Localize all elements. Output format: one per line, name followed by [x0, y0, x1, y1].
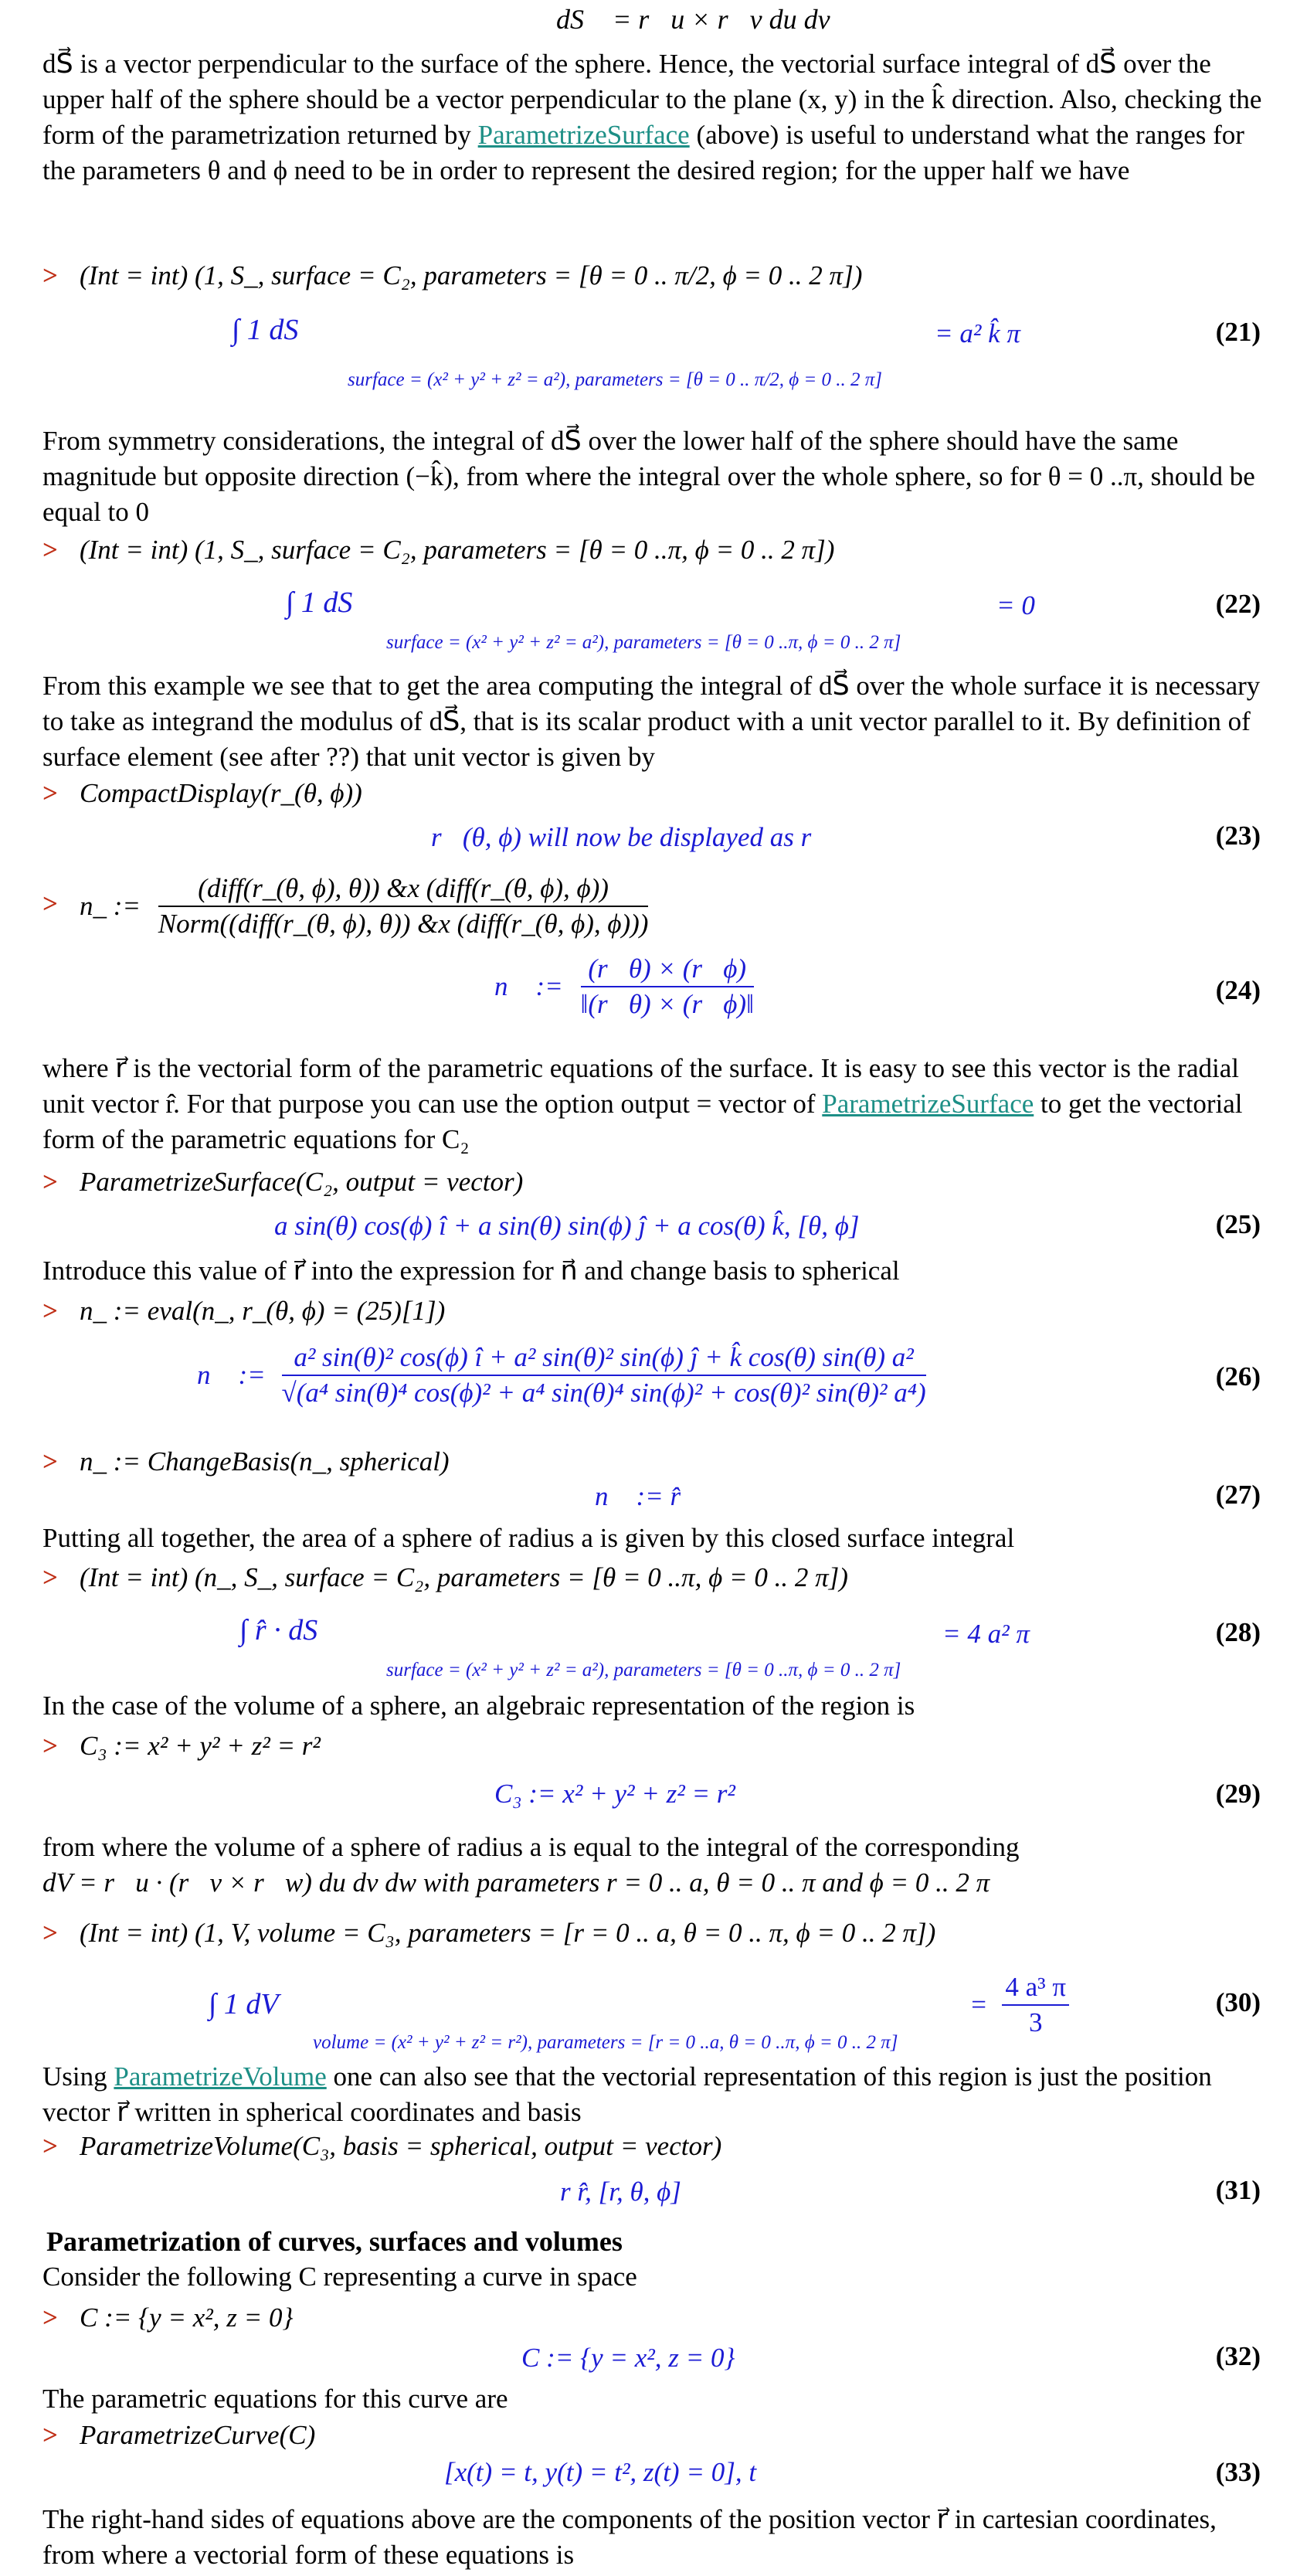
input-26[interactable]: > n_ := eval(n_, r_(θ, ϕ) = (25)[1]) — [42, 1294, 445, 1328]
output-32: C := {y = x², z = 0} — [521, 2343, 735, 2373]
prompt-marker: > — [42, 1296, 58, 1326]
paragraph-intro: dS⃗ is a vector perpendicular to the surface of the sphere. Hence, the vectorial surface integral of dS⃗ over the upper half of the sphere should be a vector perpendicular to the plane (x, y) in the k̂ direction. Also, checking the form of the parametrization returned by ParametrizeSurface (above) is useful to understand what the ranges for the parameters θ and ϕ need to be in order to represent the desired region; for the upper half we have — [42, 49, 1262, 185]
paragraph-introduce: Introduce this value of r⃗ into the expression for n⃗ and change basis to spherical — [42, 1256, 900, 1286]
input-32[interactable]: > C := {y = x², z = 0} — [42, 2301, 294, 2335]
prompt-marker: > — [42, 535, 58, 565]
output-28-integral: ∫ r̂ · dS⃗ — [239, 1614, 341, 1647]
input-23[interactable]: > CompactDisplay(r_(θ, ϕ)) — [42, 777, 362, 811]
output-21-integral: ∫ 1 dS⃗ — [232, 314, 321, 346]
input-24[interactable]: > n_ := $\frac{\text{(diff(r\_(θ, ϕ), θ)) \&x (diff(r\_(θ, ϕ), ϕ))}}{\text{Norm((diff(r\_(θ, ϕ), θ)) \&x (diff(r\_(θ, ϕ), ϕ)))}}$ — [42, 872, 648, 941]
paragraph-area: From this example we see that to get the area computing the integral of dS⃗ over the whole surface it is necessary to take as integrand the modulus of dS⃗, that is its scalar product with a unit vector parallel to it. By definition of surface element (see after ??) that unit vector is given by — [42, 671, 1261, 772]
paragraph-parametric-equations: The parametric equations for this curve are — [42, 2384, 508, 2414]
equation-number-28: (28) — [1215, 1617, 1261, 1647]
equation-number-25: (25) — [1215, 1209, 1261, 1239]
prompt-marker: > — [42, 1562, 58, 1592]
paragraph-volume-integral: from where the volume of a sphere of radius a is equal to the integral of the corresponding dV = r⃗u · (r⃗v × r⃗w) du dv dw with parameters r = 0 .. a, θ = 0 .. π and ϕ = 0 .. 2 π — [42, 1832, 1020, 1898]
equation-number-23: (23) — [1215, 821, 1261, 851]
input-30[interactable]: > (Int = int) (1, V, volume = C₃, parameters = [r = 0 .. a, θ = 0 .. π, ϕ = 0 .. 2 π]) — [42, 1916, 935, 1950]
prompt-marker: > — [42, 778, 58, 808]
prompt-marker: > — [42, 2420, 58, 2450]
equation-number-24: (24) — [1215, 975, 1261, 1005]
equation-number-22: (22) — [1215, 589, 1261, 619]
equation-number-26: (26) — [1215, 1361, 1261, 1392]
input-29[interactable]: > C₃ := x² + y² + z² = r² — [42, 1729, 321, 1763]
output-30-integral: ∫ 1 dV — [209, 1988, 279, 2020]
input-28[interactable]: > (Int = int) (n_, S_, surface = C₂, parameters = [θ = 0 ..π, ϕ = 0 .. 2 π]) — [42, 1561, 848, 1595]
paragraph-together: Putting all together, the area of a sphere of radius a is given by this closed surface integral — [42, 1523, 1015, 1553]
output-31: r r̂, [r, θ, ϕ] — [560, 2177, 681, 2207]
output-21-subscript: surface = (x² + y² + z² = a²), parameters = [θ = 0 .. π/2, ϕ = 0 .. 2 π] — [348, 369, 883, 390]
prompt-marker: > — [42, 1731, 58, 1761]
equation-number-31: (31) — [1215, 2175, 1261, 2205]
paragraph-symmetry: From symmetry considerations, the integral of dS⃗ over the lower half of the sphere should have the same magnitude but opposite direction (−k̂), from where the integral over the whole sphere, so for θ = 0 ..π, should be equal to 0 — [42, 426, 1255, 527]
prompt-marker: > — [42, 260, 58, 291]
input-25[interactable]: > ParametrizeSurface(C₂, output = vector) — [42, 1165, 523, 1199]
prompt-marker: > — [42, 2302, 58, 2333]
output-23: r⃗(θ, ϕ) will now be displayed as r⃗ — [431, 822, 833, 852]
parametrize-volume-link[interactable]: ParametrizeVolume — [114, 2061, 327, 2092]
paragraph-consider: Consider the following C representing a curve in space — [42, 2262, 637, 2292]
section-heading: Parametrization of curves, surfaces and volumes — [46, 2226, 623, 2257]
input-22[interactable]: > (Int = int) (1, S_, surface = C₂, parameters = [θ = 0 ..π, ϕ = 0 .. 2 π]) — [42, 533, 834, 567]
equation-number-27: (27) — [1215, 1480, 1261, 1510]
output-33: [x(t) = t, y(t) = t², z(t) = 0], t — [444, 2457, 757, 2487]
paragraph-radial: where r⃗ is the vectorial form of the parametric equations of the surface. It is easy to see this vector is the radial unit vector r̂. For that purpose you can use the option output = vector of ParametrizeSurface to get the vectorial form of the parametric equations for C₂ — [42, 1053, 1243, 1154]
prompt-marker: > — [42, 1446, 58, 1477]
output-29: C₃ := x² + y² + z² = r² — [494, 1779, 735, 1809]
output-28-subscript: surface = (x² + y² + z² = a²), parameters = [θ = 0 ..π, ϕ = 0 .. 2 π] — [386, 1660, 901, 1681]
output-22-subscript: surface = (x² + y² + z² = a²), parameters = [θ = 0 ..π, ϕ = 0 .. 2 π] — [386, 632, 901, 653]
prompt-marker: > — [42, 1167, 58, 1197]
input-27[interactable]: > n_ := ChangeBasis(n_, spherical) — [42, 1445, 450, 1479]
equation-number-29: (29) — [1215, 1779, 1261, 1809]
input-33[interactable]: > ParametrizeCurve(C) — [42, 2418, 315, 2452]
input-21[interactable]: > (Int = int) (1, S_, surface = C₂, parameters = [θ = 0 .. π/2, ϕ = 0 .. 2 π]) — [42, 259, 862, 293]
paragraph-volume: In the case of the volume of a sphere, an algebraic representation of the region is — [42, 1691, 915, 1721]
parametrize-surface-link[interactable]: ParametrizeSurface — [477, 120, 690, 150]
prompt-marker: > — [42, 1918, 58, 1948]
output-22-integral: ∫ 1 dS⃗ — [286, 586, 375, 619]
output-24-fraction: $\frac{(r⃗\theta) \times (r⃗\phi)}{‖(r⃗\theta) \times (r⃗\phi)‖}$ — [580, 953, 754, 1019]
equation-number-30: (30) — [1215, 1987, 1261, 2017]
parametrize-surface-link[interactable]: ParametrizeSurface — [822, 1089, 1034, 1119]
output-27: n⃗ := r̂ — [595, 1481, 681, 1511]
output-26: n⃗ := a² sin(θ)² cos(ϕ) î + a² sin(θ)² sin(ϕ) ĵ + k̂ cos(θ) sin(θ) a² √(a⁴ sin(θ)⁴ cos(ϕ)² + a⁴ sin(θ)⁴ sin(ϕ)² + cos(θ)² sin(θ)² a⁴) — [197, 1341, 926, 1410]
output-26-fraction: a² sin(θ)² cos(ϕ) î + a² sin(θ)² sin(ϕ) ĵ + k̂ cos(θ) sin(θ) a² √(a⁴ sin(θ)⁴ cos(ϕ)² + a⁴ sin(θ)⁴ sin(ϕ)² + cos(θ)² sin(θ)² a⁴) — [281, 1342, 926, 1408]
input-24-fraction: $\frac{\text{(diff(r\_(θ, ϕ), θ)) \&x (diff(r\_(θ, ϕ), ϕ))}}{\text{Norm((diff(r\_(θ, ϕ), θ)) \&x (diff(r\_(θ, ϕ), ϕ)))}}$ — [158, 873, 649, 939]
paragraph-right-hand-sides: The right-hand sides of equations above are the components of the position vector r⃗ in cartesian coordinates, from where a vectorial form of these equations is — [42, 2504, 1217, 2570]
output-30-fraction: $\frac{\text{4 a³ π}}{3}$ — [1002, 1970, 1069, 2040]
output-22-result: = 0 — [996, 590, 1035, 620]
equation-number-32: (32) — [1215, 2341, 1261, 2371]
output-21-result: = a² k̂ π — [935, 318, 1020, 348]
output-25: a sin(θ) cos(ϕ) î + a sin(θ) sin(ϕ) ĵ + a cos(θ) k̂, [θ, ϕ] — [274, 1211, 860, 1241]
input-31[interactable]: > ParametrizeVolume(C₃, basis = spherical, output = vector) — [42, 2129, 721, 2163]
paragraph-parametrize-volume: Using ParametrizeVolume one can also see that the vectorial representation of this region is just the position vector r⃗ written in spherical coordinates and basis — [42, 2061, 1212, 2127]
output-28-result: = 4 a² π — [942, 1619, 1030, 1649]
equation-number-33: (33) — [1215, 2457, 1261, 2487]
prompt-marker: > — [42, 889, 58, 919]
output-30-result: = $\frac{\text{4 a³ π}}{3}$ — [969, 1970, 1069, 2040]
top-equation: dS⃗ = r⃗u × r⃗v du dv — [556, 4, 830, 35]
equation-number-21: (21) — [1215, 317, 1261, 347]
output-30-subscript: volume = (x² + y² + z² = r²), parameters = [r = 0 ..a, θ = 0 ..π, ϕ = 0 .. 2 π] — [313, 2032, 898, 2053]
prompt-marker: > — [42, 2131, 58, 2161]
output-24: n⃗ := $\frac{(r⃗\theta) \times (r⃗\phi)}{‖(r⃗\theta) \times (r⃗\phi)‖}$ — [494, 952, 754, 1021]
